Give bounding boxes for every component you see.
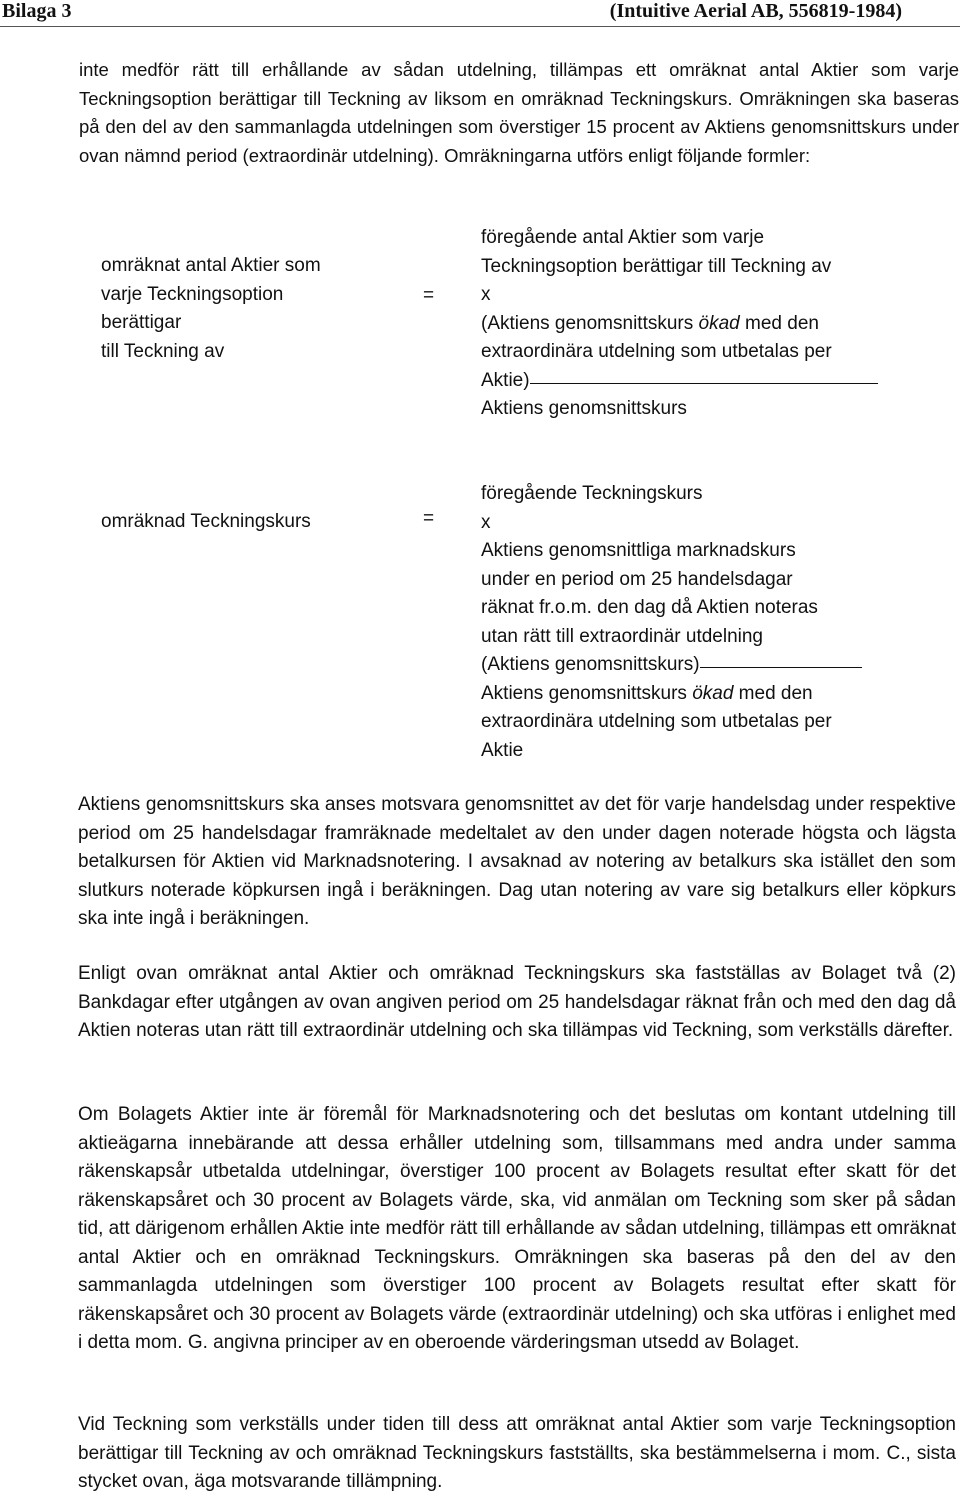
formula2-right-line: x bbox=[481, 511, 491, 533]
formula1-right-line: föregående antal Aktier som varje bbox=[481, 227, 765, 248]
body-paragraph: Aktiens genomsnittskurs ska anses motsvara genomsnittet av det för varje handelsdag under respektive period om 25 handelsdagar framräknade medeltalet av den under dagen noterade högsta och lägsta betalkursen för Aktien vid Marknadsnotering. I avsaknad av notering av betalkurs ska istället den som slutkurs noterade köpkursen ingå i beräkningen. Dag utan notering av vare sig betalkurs eller köpkurs ska inte ingå i beräkningen. bbox=[78, 794, 956, 929]
page-header bbox=[0, 0, 960, 27]
text-fragment: Aktie) bbox=[481, 369, 530, 391]
formula1-left-line: till Teckning av bbox=[101, 340, 225, 362]
formula2-right-line bbox=[481, 680, 901, 709]
formula1-left bbox=[101, 252, 371, 366]
text-fragment: Aktiens genomsnittskurs bbox=[481, 682, 693, 704]
formula1-denominator: Aktiens genomsnittskurs bbox=[481, 398, 687, 419]
formula1-right-line: extraordinära utdelning som utbetalas per bbox=[481, 341, 832, 362]
formula2-right-line: under en period om 25 handelsdagar bbox=[481, 568, 793, 590]
formula2-right-line: Aktiens genomsnittliga marknadskurs bbox=[481, 540, 796, 561]
formula2-right-line: extraordinära utdelning som utbetalas per bbox=[481, 711, 832, 732]
formula2-right-line: räknat fr.o.m. den dag då Aktien noteras bbox=[481, 597, 818, 618]
formula1-right-line: Teckningsoption berättigar till Teckning av bbox=[481, 255, 832, 277]
formula2-right bbox=[481, 480, 901, 765]
formula1-left-line: omräknat antal Aktier som bbox=[101, 255, 321, 276]
company-label: (Intuitive Aerial AB, 556819-1984) bbox=[609, 0, 902, 22]
intro-paragraph: inte medför rätt till erhållande av sådan utdelning, tillämpas ett omräknat antal Aktier som varje Teckningsoption berättigar till Teckning av liksom en omräknad Teckningskurs. Omräkningen ska baseras på den del av den sammanlagda utdelningen som överstiger 15 procent av Aktiens genomsnittskurs under ovan nämnd period (extraordinär utdelning). Omräkningarna utförs enligt följande formler: bbox=[79, 59, 959, 166]
formula1-left-line: berättigar bbox=[101, 312, 182, 333]
formula1-right-line bbox=[481, 310, 901, 339]
body-paragraph: Vid Teckning som verkställs under tiden till dess att omräknat antal Aktier som varje Teckningsoption berättigar till Teckning av och omräknad Teckningskurs fastställts, ska bestämmelserna i mom. C., sista stycket ovan, äga motsvarande tillämpning. bbox=[78, 1414, 956, 1492]
formula1-left-line: varje Teckningsoption bbox=[101, 283, 284, 305]
text-fragment: med den bbox=[739, 312, 819, 334]
text-fragment: (Aktiens genomsnittskurs) bbox=[481, 654, 700, 675]
formula2-equals: = bbox=[423, 508, 435, 529]
body-paragraph: Om Bolagets Aktier inte är föremål för Marknadsnotering och det beslutas om kontant utdelning till aktieägarna innebärande att dessa erhåller utdelning som, tillsammans med andra under samma räkenskapsår utbetalda utdelningar, överstiger 100 procent av Bolagets resultat efter skatt för det räkenskapsåret och 30 procent av Bolagets värde, ska, vid anmälan om Teckning som sker på sådan tid, att därigenom erhållen Aktie inte medför rätt till erhållande av sådan utdelning, tillämpas ett omräknat antal Aktier och en omräknad Teckningskurs. Omräkningen ska baseras på den del av den sammanlagda utdelningen som överstiger 100 procent av Bolagets resultat efter skatt för räkenskapsåret och 30 procent av Bolagets värde (extraordinär utdelning) och ska utföras i enlighet med i detta mom. G. angivna principer av en oberoende värderingsman utsedd av Bolaget. bbox=[78, 1104, 956, 1353]
fraction-line bbox=[530, 383, 878, 384]
body-paragraph: Enligt ovan omräknat antal Aktier och omräknad Teckningskurs ska fastställas av Bolaget två (2) Bankdagar efter utgången av ovan angiven period om 25 handelsdagar räknat från och med den dag då Aktien noteras utan rätt till extraordinär utdelning och ska tillämpas vid Teckning, som verkställs därefter. bbox=[78, 963, 956, 1041]
text-fragment: med den bbox=[733, 682, 813, 704]
formula1-right bbox=[481, 224, 901, 424]
formula1-right-line: x bbox=[481, 284, 491, 305]
formula2-right-line: föregående Teckningskurs bbox=[481, 483, 703, 504]
appendix-label: Bilaga 3 bbox=[2, 0, 72, 22]
formula1-equals: = bbox=[423, 285, 435, 306]
emphasis-text: ökad bbox=[698, 312, 740, 334]
formula2-right-line: Aktie bbox=[481, 739, 524, 761]
text-fragment: (Aktiens genomsnittskurs bbox=[481, 312, 699, 334]
formula2-left: omräknad Teckningskurs bbox=[101, 511, 311, 532]
formula2-right-line: utan rätt till extraordinär utdelning bbox=[481, 625, 763, 647]
emphasis-text: ökad bbox=[692, 682, 734, 704]
fraction-line bbox=[700, 667, 862, 668]
formula2-numerator-end bbox=[481, 651, 901, 680]
formula1-numerator-end bbox=[481, 367, 901, 396]
